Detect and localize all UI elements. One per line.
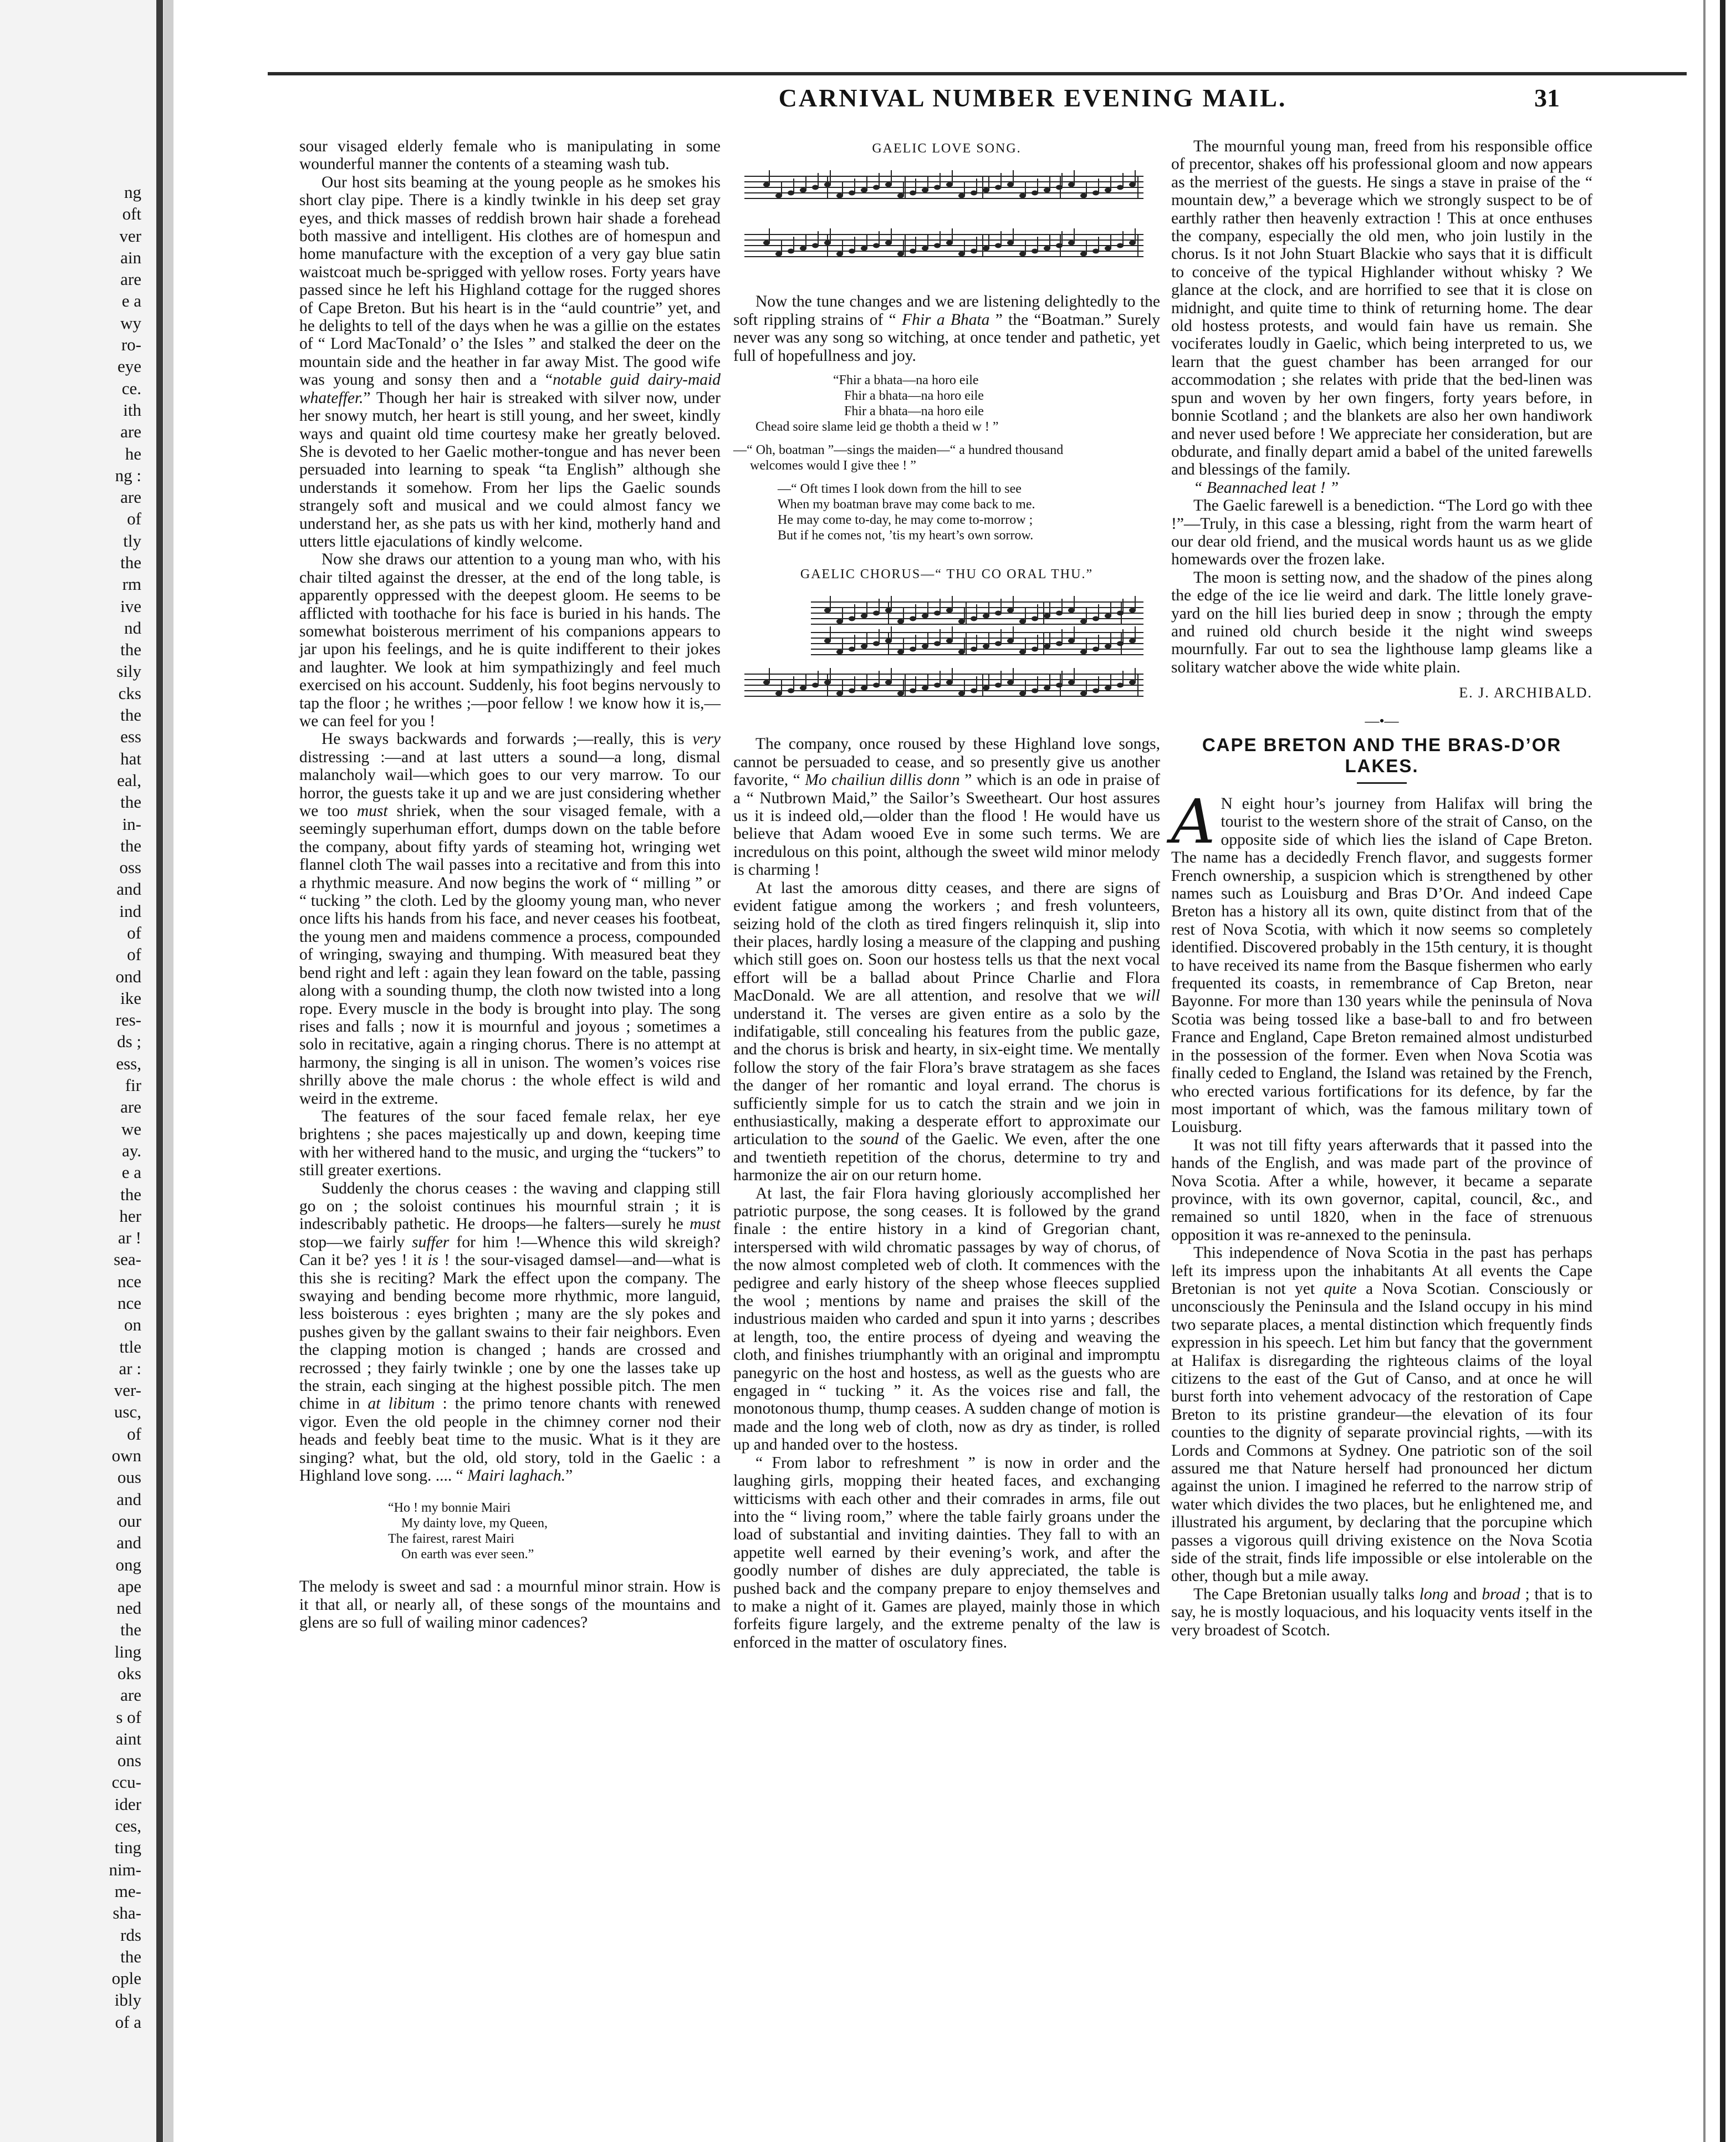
previous-page-fragment: are: [120, 422, 141, 442]
previous-page-fragment: ng :: [115, 465, 141, 485]
music-title-love-song: GAELIC LOVE SONG.: [872, 141, 1022, 156]
music-title-chorus: GAELIC CHORUS—“ THU CO ORAL THU.”: [800, 567, 1094, 582]
right-page-edge: [1720, 0, 1725, 2142]
newspaper-page: [173, 0, 1736, 2142]
previous-page-fragment: the: [120, 792, 141, 812]
previous-page-fragment: ess: [120, 727, 141, 747]
previous-page-fragment: on: [124, 1315, 141, 1335]
verse-line: But if he comes not, ’tis my heart’s own sorrow.: [778, 528, 1034, 543]
previous-page-fragment: nce: [117, 1293, 141, 1313]
music-staff-image: [733, 165, 1160, 287]
previous-page-fragment: own: [111, 1446, 141, 1466]
previous-page-fragment: ive: [120, 596, 141, 616]
previous-page-fragment: fir: [125, 1075, 141, 1095]
previous-page-fragment: are: [120, 269, 141, 289]
binding-gutter: [164, 0, 173, 2142]
previous-page-fragment: of a: [115, 2012, 141, 2032]
previous-page-fragment: tly: [123, 531, 141, 550]
verse-line: Fhir a bhata—na horo eile: [844, 389, 984, 404]
previous-page-fragment: the: [120, 1946, 141, 1966]
previous-page-fragment: of: [127, 509, 141, 529]
previous-page-fragment: and: [116, 1489, 141, 1509]
verse-line: —“ Oft times I look down from the hill to see: [778, 482, 1022, 497]
article-opening: [1171, 786, 1592, 1136]
author-signature: E. J. ARCHIBALD.: [1459, 685, 1592, 701]
previous-page-fragment: nce: [117, 1271, 141, 1291]
running-header: CARNIVAL NUMBER EVENING MAIL.: [778, 84, 1287, 112]
previous-page-fragment: ces,: [115, 1816, 141, 1836]
paragraph: The features of the sour faced female relax, her eye brightens ; she paces majestically up and down, keeping time with her withered hand to the music, and urging the “tuckers” to still greater exertions.: [299, 1107, 721, 1180]
previous-page-fragment: oft: [122, 204, 141, 224]
previous-page-fragment: sha-: [113, 1903, 141, 1923]
previous-page-fragment: ess,: [116, 1053, 141, 1073]
article-title: CAPE BRETON AND THE BRAS-D’OR LAKES.: [1202, 735, 1562, 776]
previous-page-fragment: res-: [115, 1010, 141, 1030]
previous-page-fragment: ople: [111, 1968, 141, 1988]
previous-page-fragment: oks: [117, 1664, 141, 1683]
previous-page-fragment: ar :: [119, 1358, 141, 1378]
paragraph: sour visaged elderly female who is manipulating in some wounderful manner the contents of a steaming wash tub.: [299, 137, 721, 174]
verse-line: —“ Oh, boatman ”—sings the maiden—“ a hundred thousand: [733, 443, 1064, 458]
sheet-music-love-song: [733, 165, 1160, 287]
previous-page-fragment: are: [120, 487, 141, 507]
verse-line: On earth was ever seen.”: [401, 1547, 534, 1562]
previous-page-fragment: ibly: [114, 1990, 141, 2010]
previous-page-fragment: ous: [117, 1467, 141, 1487]
previous-page-fragment: we: [121, 1119, 141, 1139]
section-ornament: —•—: [1365, 712, 1399, 729]
verse-line: My dainty love, my Queen,: [401, 1516, 548, 1531]
right-margin-line: [1703, 0, 1706, 2142]
previous-page-fragment: aint: [115, 1728, 141, 1748]
previous-page-fragment: and: [116, 879, 141, 899]
previous-page-fragment: ike: [120, 988, 141, 1008]
previous-page-fragment: ce.: [121, 378, 141, 398]
previous-page-fragment: ay.: [122, 1140, 141, 1160]
previous-page-fragment: of: [127, 945, 141, 965]
title-rule: [1357, 782, 1407, 784]
paragraph: The melody is sweet and sad : a mournful minor strain. How is it that all, or nearly all, of these songs of the mountains and glens are so full of wailing minor cadences?: [299, 1578, 721, 1632]
paragraph: The Cape Bretonian usually talks long and broad ; that is to say, he is mostly loquacious, and his loquacity vents itself in the very broadest of Scotch.: [1171, 1585, 1592, 1639]
previous-page-fragment: hat: [120, 748, 141, 768]
previous-page-fragment: the: [120, 640, 141, 660]
previous-page-fragment: and: [116, 1533, 141, 1553]
previous-page-fragment: are: [120, 1685, 141, 1705]
previous-page-fragment: eye: [117, 356, 141, 376]
previous-page-fragment: ith: [123, 400, 141, 420]
verse-line: welcomes would I give thee ! ”: [750, 458, 916, 473]
previous-page-fragment: ting: [114, 1838, 141, 1858]
previous-page-fragment: sea-: [114, 1250, 141, 1269]
previous-page-fragment: ider: [114, 1794, 141, 1814]
music-staff-image: [733, 591, 1160, 730]
paragraph: This independence of Nova Scotia in the past has perhaps left its impress upon the inhabitants At all events the Cape Bretonian is not yet quite a Nova Scotian. Consciously or unconsciously the Peninsula and the Island occupy in his mind two separate places, a mental distinction which frequently finds expression in his speech. Let him but fancy that the government at Halifax is disregarding the righteous claims of the loyal citizens to the east of the Gut of Canso, and at once he will burst forth into vehement advocacy of the restoration of Cape Breton to its pristine grandeur—the elevation of its four counties to the dignity of separate provincial rights, —with its Lords and Commons at Sydney. One patriotic son of the soil assured me that Nature herself had pronounced her dictum against the union. I imagined he referred to the narrow strip of water which divides the two places, but he enlightened me, and illustrated his argument, by declaring that the porcupine which passes a vigorous quill driving existence on the Nova Scotia side of the strait, finds life impossible or else intolerable on the other, though but a mile away.: [1171, 1244, 1592, 1585]
previous-page-fragment: ond: [115, 966, 141, 986]
previous-page-fragment: ro-: [121, 335, 141, 355]
previous-page-fragment: e a: [121, 291, 141, 311]
paragraph: Our host sits beaming at the young people as he smokes his short clay pipe. There is a kindly twinkle in his deep set gray eyes, and thick masses of reddish brown hair shade a forehead both massive and intelligent. His clothes are of homespun and home manufacture with the exception of a very gay blue satin waistcoat much be-sprigged with yellow roses. Forty years have passed since he left his Highland cottage for the rugged shores of Cape Breton. But his heart is in the “auld countrie” yet, and he delights to tell of the days when he was a gillie on the estates of “ Lord MacTonald’ o’ the Isles ” and stalked the deer on the mountain side and the heather in far away Mist. The good wife was young and sonsy then and a “notable guid dairy-maid whateffer.” Though her hair is streaked with silver now, under her snowy mutch, her heart is still young, and her sweet, kindly ways and quaint old time courtesy make her greatly beloved. She is devoted to her Gaelic mother-tongue and has never been persuaded into learning to speak “ta English” although she understands it somehow. From her lips the Gaelic sounds strangely soft and musical and we could almost fancy we understand her, as she pats us with her kind, motherly hand and utters little ejaculations of kindly welcome.: [299, 173, 721, 550]
previous-page-fragment: the: [120, 835, 141, 855]
previous-page-fragment: nim-: [109, 1859, 141, 1879]
previous-page-fragment: ver: [119, 226, 141, 246]
previous-page-fragment: sily: [116, 661, 141, 681]
previous-page-fragment: ar !: [118, 1228, 141, 1248]
verse-line: The fairest, rarest Mairi: [388, 1532, 514, 1547]
verse-mairi: [388, 1500, 721, 1562]
previous-page-fragment: ling: [114, 1641, 141, 1661]
paragraph: “ From labor to refreshment ” is now in order and the laughing girls, mopping their heated faces, and exchanging witticisms with each other and their comrades in arms, file out into the “ living room,” where the table fairly groans under the load of substantial and inviting dainties. They fall to with an appetite well earned by their evening’s work, and after the goodly number of dishes are duly appreciated, the table is pushed back and the company prepare to enjoy themselves and to make a night of it. Games are played, mainly those in which forfeits figure largely, and the extreme penalty of the law is enforced in the matter of osculatory fines.: [733, 1454, 1160, 1651]
verse-line: “Ho ! my bonnie Mairi: [388, 1501, 511, 1516]
verse-line: “Fhir a bhata—na horo eile: [833, 373, 979, 388]
sheet-music-chorus: [733, 591, 1160, 730]
previous-page-fragment: in-: [122, 814, 141, 834]
paragraph: Now the tune changes and we are listening delightedly to the soft rippling strains of “ Fhir a Bhata ” the “Boatman.” Surely never was any song so witching, at once tender and pathetic, yet full of hopefullness and joy.: [733, 293, 1160, 365]
column-1: [299, 137, 721, 1632]
previous-page-fragment: s of: [116, 1707, 141, 1727]
verse-line: Chead soire slame leid ge thobth a theid w ! ”: [755, 420, 999, 435]
paragraph: At last, the fair Flora having gloriously accomplished her patriotic purpose, the song ceases. It is followed by the grand finale : the entire history in a kind of Gregorian chant, interspersed with wild chromatic passages by way of chorus, of the now almost completed web of cloth. It commences with the pedigree and early history of the sheep whose fleeces supplied the wool ; mentions by name and praises the skill of the industrious maiden who carded and spun it into yarns ; describes at length, too, the entire process of dyeing and weaving the cloth, and finishes triumphantly with an original and impromptu panegyric on the host and hostess, as well as the guests who are engaged in “ tucking ” it. As the voices rise and fall, the monotonous thump, thump ceases. A sudden change of motion is made and the long web of cloth, now as dry as tinder, is rolled up and handed over to the hostess.: [733, 1184, 1160, 1454]
paragraph: “ Beannached leat ! ”: [1193, 478, 1339, 497]
paragraph: N eight hour’s journey from Halifax will bring the tourist to the western shore of the strait of Canso, on the opposite side of which lies the island of Cape Breton. The name has a decidedly French flavor, and suggests former French ownership, a suspicion which is strengthened by other names such as Louisburg and Bras D’Or. And indeed Cape Breton has a history all its own, quite distinct from that of the rest of Nova Scotia, with which it now seems so completely identified. Discovered probably in the 15th century, it is thought to have received its name from the Basque fishermen who early frequented its coasts, in remembrance of Cap Breton, near Bayonne. For more than 130 years while the peninsula of Nova Scotia was being tossed like a base-ball to and fro between France and England, Cape Breton remained almost undisturbed in the possession of the former. Even when Nova Scotia was finally ceded to England, the Island was retained by the French, who erected various fortifications for its defence, by far the most important of which, was the famous military town of Louisburg.: [1171, 795, 1592, 1136]
previous-page-fragment: rds: [120, 1925, 141, 1945]
column-2: [733, 137, 1160, 1651]
previous-page-fragment: ccu-: [111, 1772, 141, 1792]
previous-page-fragment: the: [120, 1184, 141, 1204]
page-fold-shadow: [156, 0, 163, 2142]
previous-page-fragment: ds ;: [117, 1032, 141, 1052]
previous-page-fragment: her: [119, 1206, 141, 1226]
paragraph: The Gaelic farewell is a benediction. “The Lord go with thee !”—Truly, in this case a blessing, right from the warm heart of our dear old friend, and the musical words haunt us as we glide homewards over the frozen lake.: [1171, 497, 1592, 569]
paragraph: At last the amorous ditty ceases, and there are signs of evident fatigue among the workers ; and fresh volunteers, seizing hold of the cloth as tired fingers relinquish it, slip into their places, hardly losing a measure of the clapping and pushing which still goes on. Soon our hostess tells us that the next vocal effort will be a ballad about Prince Charlie and Flora MacDonald. We are all attention, and resolve that we will understand it. The verses are given entire as a solo by the indifatigable, still concealing his features from the public gaze, and the chorus is brisk and hearty, in six-eight time. We mentally follow the story of the fair Flora’s brave stratagem as she faces the danger of her romantic and loyal errand. The chorus is sufficiently simple for us to catch the strain and we join in enthusiastically, making a desperate effort to approximate our articulation to the sound of the Gaelic. We even, after the one and twentieth repetition of the chorus, determine to try and harmonize the air on our return home.: [733, 879, 1161, 1185]
previous-page-fragment: nd: [124, 618, 141, 638]
page-number: 31: [1534, 84, 1560, 112]
previous-page-fragment: ain: [120, 247, 141, 267]
previous-page-fragment: the: [120, 553, 141, 572]
previous-page-fragment: ons: [117, 1751, 141, 1771]
previous-page-fragment: of: [127, 1424, 141, 1444]
column-3: [1171, 137, 1592, 1639]
verse-fhir-a-bhata: [755, 373, 1160, 435]
verse-boatman: [733, 442, 1160, 473]
paragraph: It was not till fifty years afterwards that it passed into the hands of the English, and was made part of the province of Nova Scotia. After a while, however, it became a separate province, with its own governor, capital, council, &c., and remained so until 1820, when in the face of strenuous opposition it was re-annexed to the peninsula.: [1171, 1136, 1592, 1244]
previous-page-fragment: ng: [124, 182, 141, 202]
previous-page-fragment: are: [120, 1097, 141, 1117]
paragraph: He sways backwards and forwards ;—really, this is very distressing :—and at last utters a sound—a long, dismal malancholy wail—which goes to our very marrow. To our horror, the guests take it up and we are just considering whether we too must shriek, when the sour visaged female, with a seemingly superhuman effort, dumps down on the table before the company, about fifty yards of steaming hot, wringing wet flannel cloth The wail passes into a recitative and from this into a rhythmic measure. And now begins the work of “ milling ” or “ tucking ” the cloth. Led by the gloomy young man, who never once lifts his hands from his face, and never ceases his footbeat, the young men and maidens commence a process, compounded of wringing, swaying and thumping. With measured beat they bend right and left : again they lean foward on the table, passing along with a sounding thump, the cloth now twisted into a long rope. Every muscle in the body is brought into play. The song rises and falls ; now it is mournful and joyous ; sometimes a solo in recitative, again a ringing chorus. There is no attempt at harmony, the singing is all in unison. The women’s voices rise shrilly above the male chorus : the whole effect is wild and weird in the extreme.: [299, 730, 721, 1108]
previous-page-fragment: oss: [119, 858, 141, 878]
top-border: [268, 72, 1687, 75]
previous-page-fragment: wy: [120, 313, 141, 333]
previous-page-edge: [0, 0, 164, 2142]
paragraph: Now she draws our attention to a young man who, with his chair tilted against the dresser, at the end of the long table, is apparently oppressed with the deepest gloom. He seems to be afflicted with toothache for his face is buried in his hands. The somewhat boisterous merriment of his companions appears to jar upon his feelings, and he is quite indifferent to their jokes and laughter. We look at him sympathizingly and feel much exercised on his account. Suddenly, his foot begins nervously to tap the floor ; he writhes ;—poor fellow ! we know how it is,—we can feel for you !: [299, 550, 721, 730]
previous-page-fragment: e a: [121, 1162, 141, 1182]
previous-page-fragment: ong: [115, 1554, 141, 1574]
verse-translation: [778, 481, 1160, 543]
verse-line: He may come to-day, he may come to-morrow ;: [778, 513, 1033, 528]
previous-page-fragment: ver-: [114, 1380, 141, 1400]
verse-line: Fhir a bhata—na horo eile: [844, 404, 984, 419]
previous-page-fragment: ind: [119, 901, 141, 921]
paragraph: The moon is setting now, and the shadow of the pines along the edge of the ice lie weird and dark. The little lonely grave-yard on the hill lies buried deep in snow ; through the empty and ruined old church beside it the night wind sweeps mournfully. Far out to sea the lighthouse lamp gleams like a solitary watcher above the wide white plain.: [1171, 568, 1592, 676]
paragraph: The mournful young man, freed from his responsible office of precentor, shakes off his professional gloom and now appears as the merriest of the guests. He sings a stave in praise of the “ mountain dew,” a beverage which we strongly suspect to be of earthly rather then heavenly extraction ! This at once enthuses the company, especially the old men, who join lustily in the chorus. Is it not John Stuart Blackie who says that it is difficult to conceive of the typical Highlander without whisky ? We glance at the clock, and are horrified to see that it is close on midnight, and quite time to think of returning home. The dear old hostess protests, and would fain have us remain. She vociferates loudly in Gaelic, which being interpreted to us, we learn that the guest chamber has been arranged for our accommodation ; she relates with pride that the bed-linen was spun and woven by her own fingers, forty years before, in bonnie Scotland ; and the blankets are also her own handiwork and never used before ! We appreciate her consideration, but are obdurate, and finally depart amid a babel of the united farewells and blessings of the family.: [1171, 137, 1592, 479]
previous-page-fragment: ttle: [119, 1337, 141, 1356]
previous-page-fragment: usc,: [114, 1402, 141, 1422]
previous-page-fragment: ape: [117, 1576, 141, 1596]
verse-line: When my boatman brave may come back to me.: [778, 497, 1035, 512]
drop-cap: A: [1171, 786, 1216, 857]
previous-page-fragment: the: [120, 705, 141, 725]
previous-page-fragment: cks: [118, 683, 141, 703]
previous-page-fragment: ned: [116, 1598, 141, 1618]
previous-page-fragment: of: [127, 923, 141, 942]
previous-page-fragment: the: [120, 1620, 141, 1640]
paragraph: Suddenly the chorus ceases : the waving and clapping still go on ; the soloist continues his mournful strain ; it is indescribably pathetic. He droops—he falters—surely he must stop—we fairly suffer for him !—Whence this wild skreigh? Can it be? yes ! it is ! the sour-visaged damsel—and—what is this she is reciting? Mark the effect upon the company. The swaying and bending become more rhythmic, more languid, less boisterous : eyes brighten ; many are the sly pokes and pushes given by the gallant swains to their fair neighbors. Even the clapping motion is changed ; hands are crossed and recrossed ; they fairly twinkle ; one by one the lasses take up the strain, each singing at the highest possible pitch. The men chime in at libitum : the primo tenore chants with renewed vigor. Even the old people in the chimney corner nod their heads and feebly beat time to the music. What is it they are singing? what, but the old, old story, told in the Gaelic : a Highland love song. .... “ Mairi laghach.”: [299, 1179, 721, 1485]
previous-page-fragment: he: [125, 443, 141, 463]
previous-page-fragment: me-: [114, 1881, 141, 1901]
paragraph: The company, once roused by these Highland love songs, cannot be persuaded to cease, and so presently give us another favorite, “ Mo chailiun dillis donn ” which is an ode in praise of a “ Nutbrown Maid,” the Sailor’s Sweetheart. Our host assures us it is indeed old,—older than the flood ! He would have us believe that Adam wooed Eve in some such terms. We are incredulous on this point, although the sweet wild minor melody is charming !: [733, 735, 1160, 879]
previous-page-fragment: rm: [122, 574, 141, 594]
previous-page-fragment: eal,: [117, 770, 141, 790]
previous-page-fragment: our: [118, 1511, 141, 1531]
